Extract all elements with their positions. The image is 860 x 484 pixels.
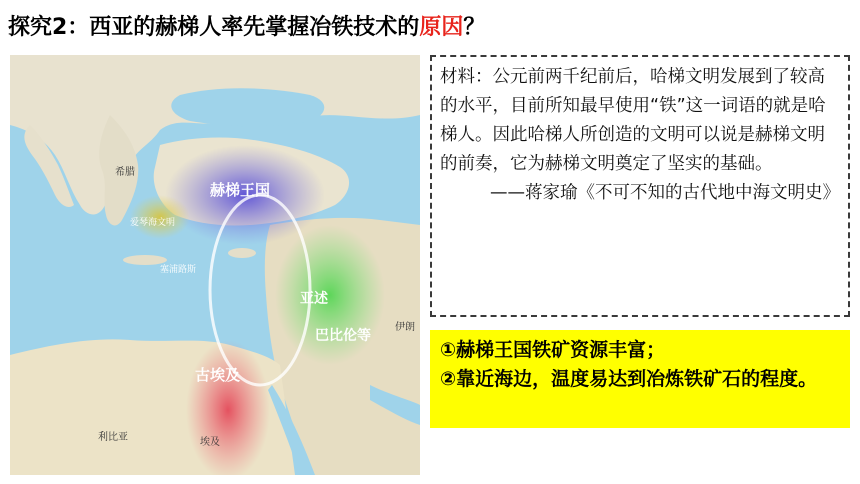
material-text: 材料：公元前两千纪前后，哈梯文明发展到了较高的水平，目前所知最早使用“铁”这一词语的就是哈梯人。因此哈梯人所创造的文明可以说是赫梯文明的前奏，它为赫梯文明奠定了坚实的基础。 <box>440 67 826 174</box>
source-material-box <box>430 55 850 317</box>
map-label-libya: 利比亚 <box>98 432 128 443</box>
answer-line-2: ②靠近海边，温度易达到冶炼铁矿石的程度。 <box>440 368 818 390</box>
title-prefix: 探究2：西亚的赫梯人率先掌握冶铁技术的 <box>8 15 420 40</box>
map-label-hittite: 赫梯王国 <box>210 181 271 199</box>
map-label-babylon: 巴比伦等 <box>315 328 371 344</box>
map-label-iran: 伊朗 <box>395 322 415 333</box>
mediterranean-map <box>10 55 420 475</box>
title-highlight: 原因 <box>419 15 464 40</box>
map-label-assyria: 亚述 <box>300 291 328 307</box>
answer-box <box>430 330 850 428</box>
page-title <box>8 10 485 41</box>
map-label-egypt: 古埃及 <box>195 366 241 384</box>
map-label-egypt-country: 埃及 <box>200 437 220 448</box>
title-suffix: ？ <box>463 15 486 40</box>
map-label-greece: 希腊 <box>115 167 135 178</box>
map-label-cyprus: 塞浦路斯 <box>160 265 197 275</box>
answer-line-1: ①赫梯王国铁矿资源丰富； <box>440 339 666 361</box>
map-label-aegean: 爱琴海文明 <box>130 218 176 228</box>
material-source: ——蒋家瑜《不可不知的古代地中海文明史》 <box>490 183 840 203</box>
